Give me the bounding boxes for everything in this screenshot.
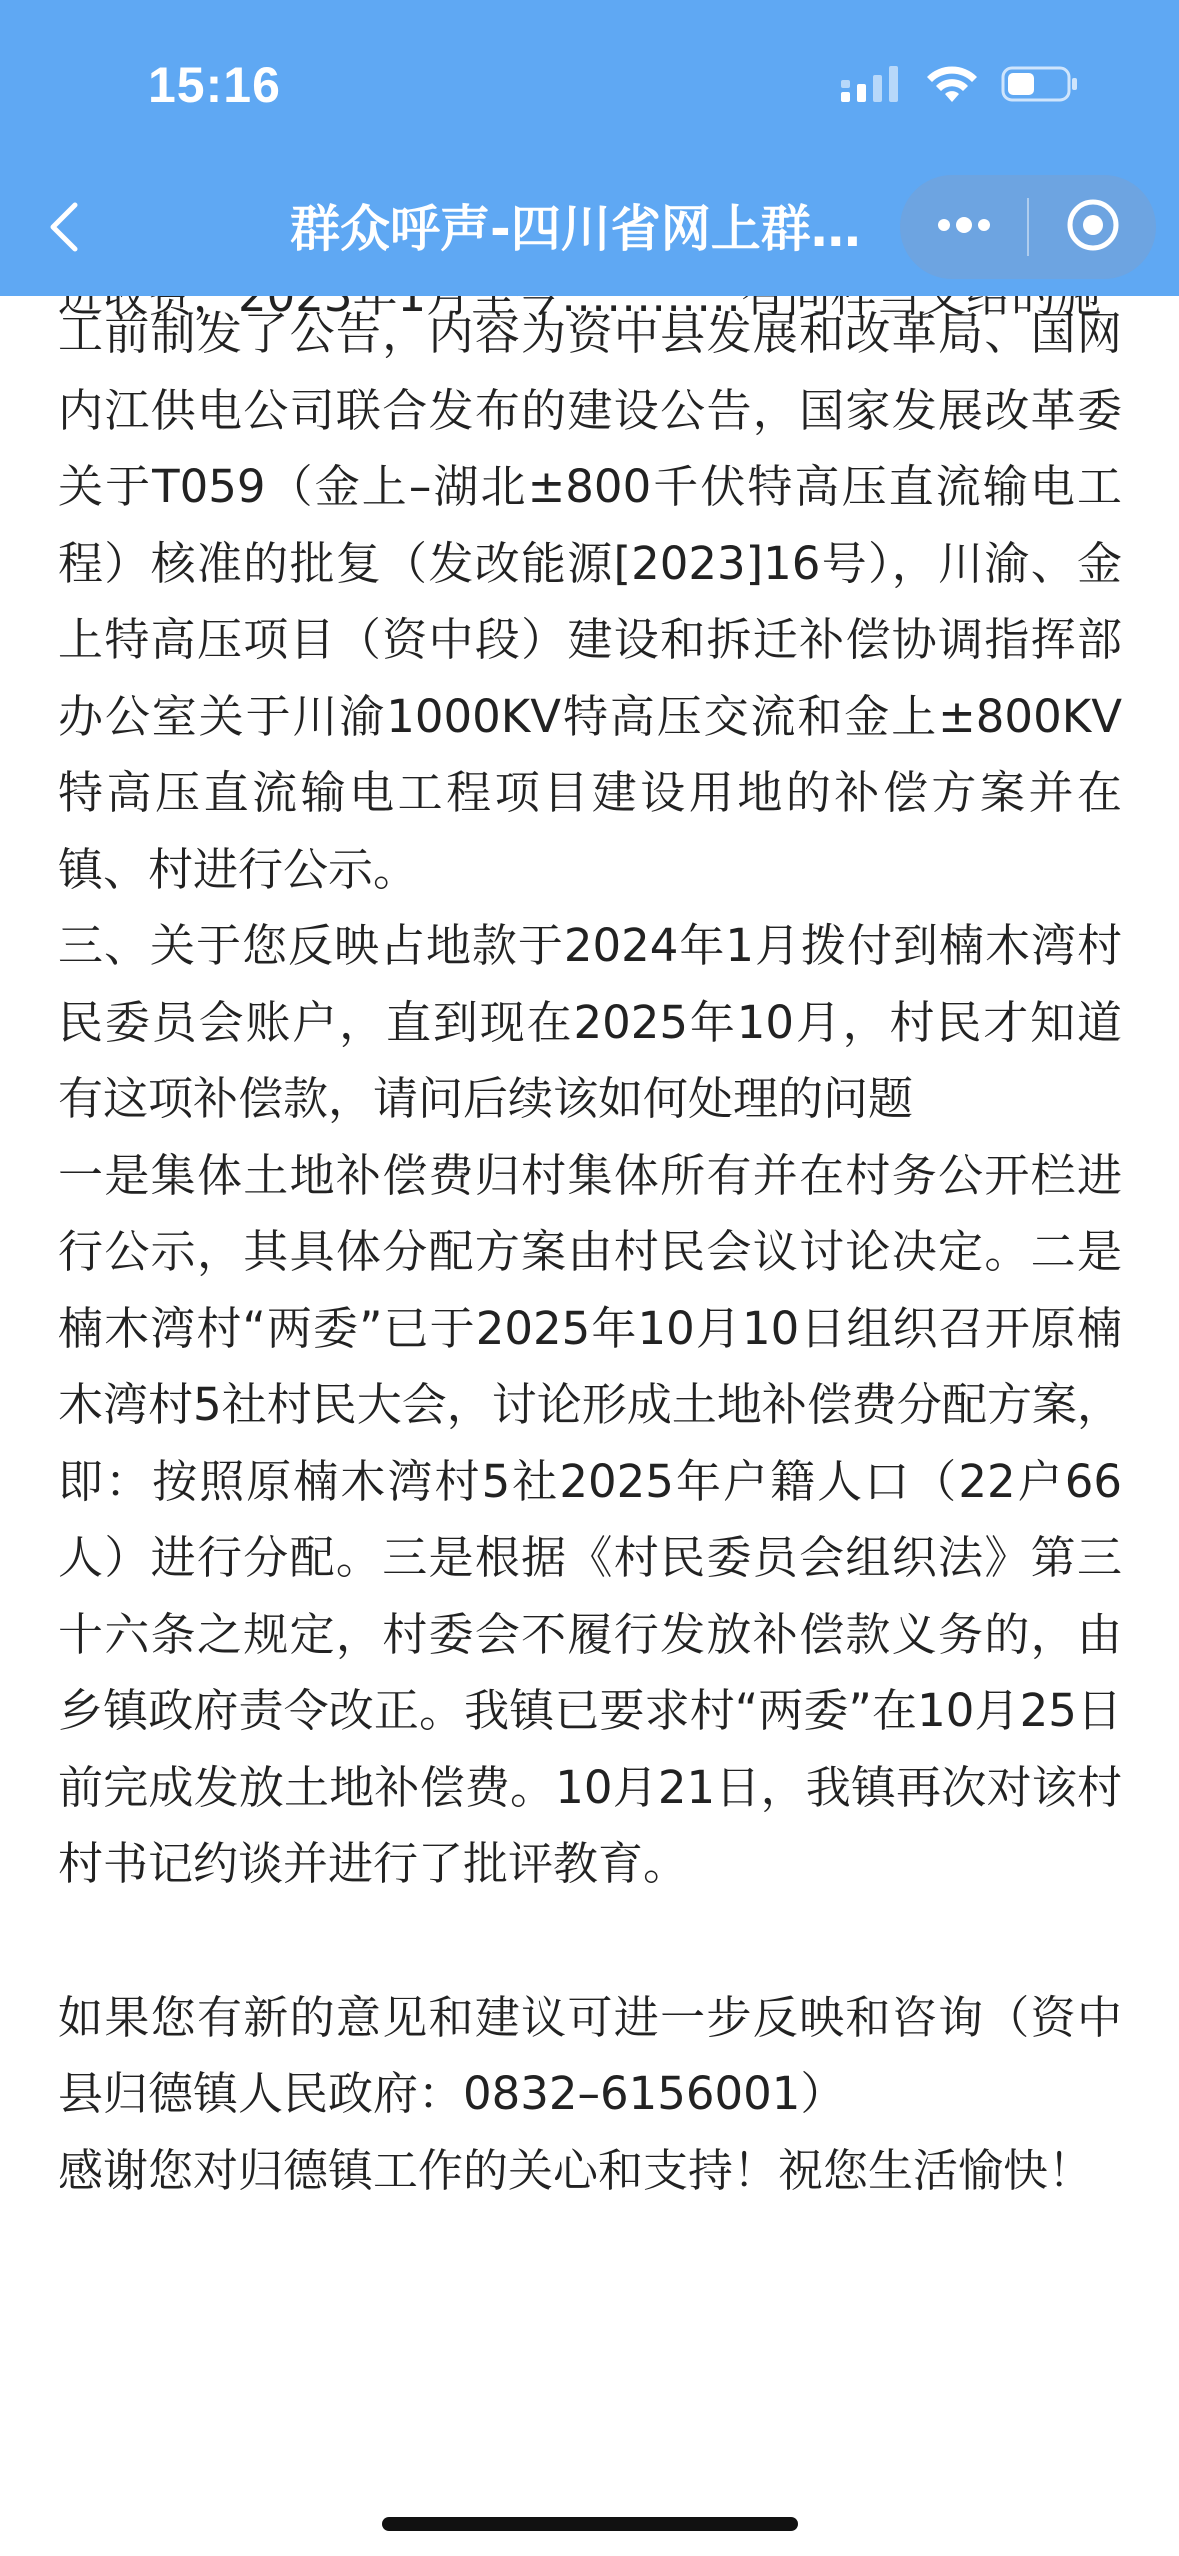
article-content bbox=[58, 296, 1122, 2446]
paragraph-announcement: 工前制发了公告，内容为资中县发展和改革局、国网内江供电公司联合发布的建设公告，国家发展改革委关于T059（金上–湖北±800千伏特高压直流输电工程）核准的批复（发改能源[2023]16号），川渝、金上特高压项目（资中段）建设和拆迁补偿协调指挥部办公室关于川渝1000KV特高压交流和金上±800KV特高压直流输电工程项目建设用地的补偿方案并在镇、村进行公示。 bbox=[58, 307, 1122, 896]
more-button[interactable] bbox=[900, 175, 1027, 279]
more-dots-icon bbox=[934, 215, 994, 239]
page-title: 群众呼声-四川省网上群… bbox=[290, 200, 861, 258]
cellular-signal-icon bbox=[841, 64, 903, 108]
wifi-icon bbox=[925, 64, 979, 108]
status-time: 15:16 bbox=[148, 57, 281, 113]
close-button[interactable] bbox=[1029, 175, 1156, 279]
paragraph-question: 三、关于您反映占地款于2024年1月拨付到楠木湾村民委员会账户，直到现在2025年10月，村民才知道有这项补偿款，请问后续该如何处理的问题 bbox=[58, 919, 1122, 1125]
navigation-bar bbox=[0, 166, 1179, 296]
paragraph-gap bbox=[58, 1903, 1122, 1980]
target-close-icon bbox=[1065, 197, 1121, 257]
app-header bbox=[0, 0, 1179, 296]
status-icons bbox=[841, 62, 1079, 110]
battery-icon bbox=[1001, 64, 1079, 108]
status-bar bbox=[0, 0, 1179, 150]
chevron-left-icon bbox=[45, 199, 85, 259]
back-button[interactable] bbox=[30, 194, 100, 264]
paragraph-contact: 如果您有新的意见和建议可进一步反映和咨询（资中县归德镇人民政府：0832–6156001） bbox=[58, 1990, 1122, 2120]
home-indicator[interactable] bbox=[382, 2517, 798, 2531]
paragraph-thanks: 感谢您对归德镇工作的关心和支持！祝您生活愉快！ bbox=[58, 2143, 1094, 2197]
paragraph-response: 一是集体土地补偿费归村集体所有并在村务公开栏进行公示，其具体分配方案由村民会议讨论决定。二是楠木湾村“两委”已于2025年10月10日组织召开原楠木湾村5社村民大会，讨论形成土地补偿费分配方案，即：按照原楠木湾村5社2025年户籍人口（22户66人）进行分配。三是根据《村民委员会组织法》第三十六条之规定，村委会不履行发放补偿款义务的，由乡镇政府责令改正。我镇已要求村“两委”在10月25日前完成发放土地补偿费。10月21日，我镇再次对该村村书记约谈并进行了批评教育。 bbox=[58, 1148, 1122, 1890]
mini-program-capsule bbox=[900, 175, 1156, 279]
